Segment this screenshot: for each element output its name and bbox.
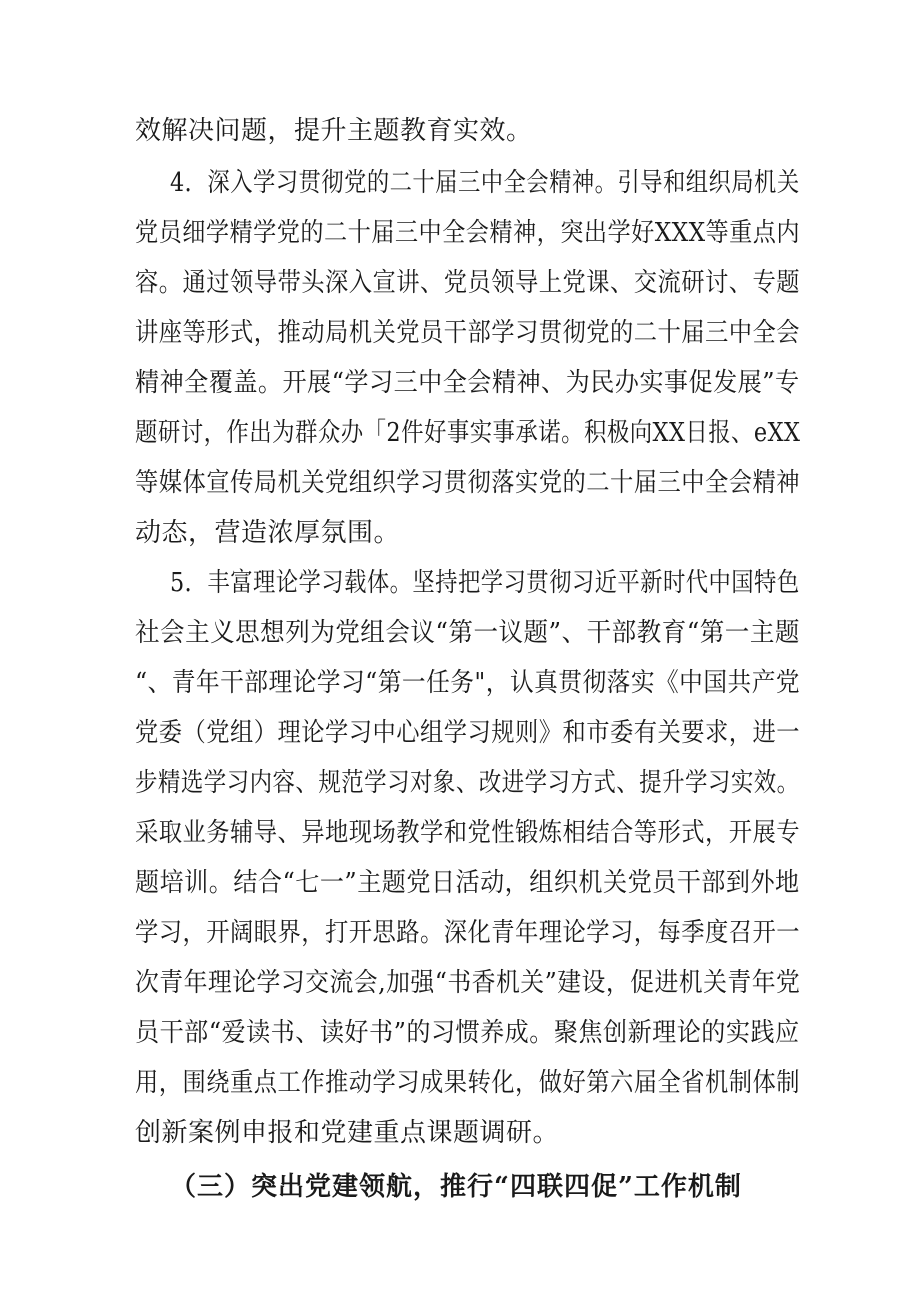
text-line-19: 员干部“爱读书、读好书”的习惯养成。聚焦创新理论的实践应 [135, 1018, 800, 1048]
text-line-6: 精神全覆盖。开展“学习三中全会精神、为民办实事促发展”专 [135, 368, 800, 398]
text-line-4: 容。通过领导带头深入宣讲、党员领导上党课、交流研讨、专题 [135, 268, 801, 298]
text-line-7: 题研讨，作出为群众办「2件好事实事承诺。积极向XX日报、eXX [135, 418, 801, 448]
text-line-5: 讲座等形式，推动局机关党员干部学习贯彻党的二十届三中全会 [135, 318, 801, 348]
text-line-14: 步精选学习内容、规范学习对象、改进学习方式、提升学习实效。 [135, 768, 800, 798]
text-line-18: 次青年理论学习交流会,加强“书香机关”建设，促进机关青年党 [135, 968, 801, 998]
text-line-21: 创新案例申报和党建重点课题调研。 [135, 1118, 560, 1148]
text-line-15: 采取业务辅导、异地现场教学和党性锻炼相结合等形式，开展专 [135, 818, 801, 848]
text-line-16: 题培训。结合“七一”主题党日活动，组织机关党员干部到外地 [135, 868, 800, 898]
section-heading: （三）突出党建领航，推行“四联四促”工作机制 [170, 1172, 742, 1202]
text-line-17: 学习，开阔眼界，打开思路。深化青年理论学习，每季度召开一 [135, 918, 801, 948]
text-line-12: “、青年干部理论学习“第一任务"，认真贯彻落实《中国共产党 [135, 668, 801, 698]
text-line-1: 效解决问题，提升主题教育实效。 [135, 116, 533, 146]
text-line-10: 5．丰富理论学习载体。坚持把学习贯彻习近平新时代中国特色 [170, 568, 800, 598]
text-line-13: 党委（党组）理论学习中心组学习规则》和市委有关要求，进一 [135, 718, 801, 748]
text-line-8: 等媒体宣传局机关党组织学习贯彻落实党的二十届三中全会精神 [135, 468, 801, 498]
text-line-9: 动态，营造浓厚氛围。 [135, 518, 401, 548]
text-line-2: 4．深入学习贯彻党的二十届三中全会精神。引导和组织局机关 [170, 168, 800, 198]
text-line-11: 社会主义思想列为党组会议“第一议题”、干部教育“第一主题 [135, 618, 800, 648]
text-line-3: 党员细学精学党的二十届三中全会精神，突出学好XXX等重点内 [135, 218, 801, 248]
text-line-20: 用，围绕重点工作推动学习成果转化，做好第六届全省机制体制 [135, 1068, 801, 1098]
